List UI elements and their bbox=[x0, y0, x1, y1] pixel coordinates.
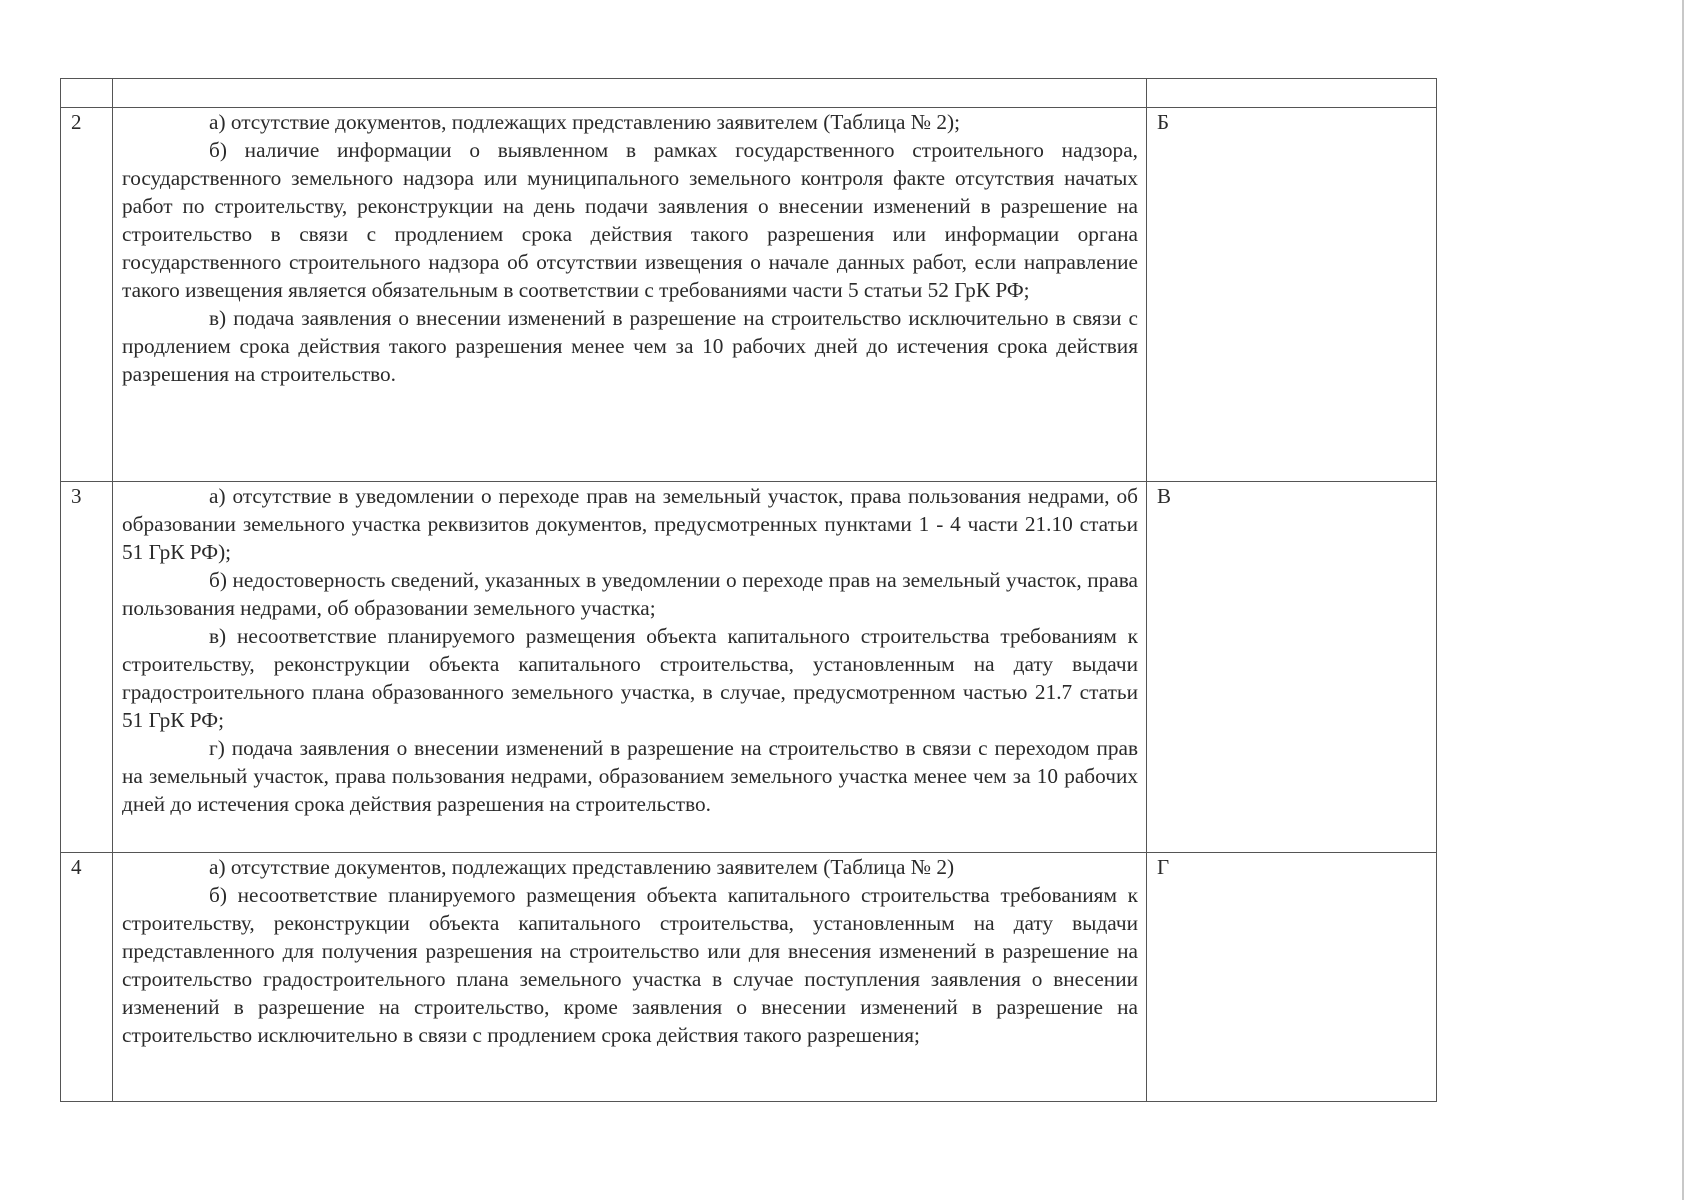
row-number: 4 bbox=[61, 853, 113, 1102]
header-cell-category bbox=[1147, 79, 1437, 108]
table-header-row bbox=[61, 79, 1437, 108]
page-edge bbox=[1682, 0, 1684, 1200]
row-category: Г bbox=[1147, 853, 1437, 1102]
paragraph: б) наличие информации о выявленном в рамках государственного строительного надзора, государственного земельного надзора или муниципального земельного контроля факте отсутствия начатых работ по строительству, реконструкции на день подачи заявления о внесении изменений в разрешение на строительство в связи с продлением срока действия такого разрешения или информации органа государственного строительного надзора об отсутствии извещения о начале данных работ, если направление такого извещения является обязательным в соответствии с требованиями части 5 статьи 52 ГрК РФ; bbox=[122, 138, 1138, 302]
row-text bbox=[113, 853, 1147, 1102]
paragraph: б) недостоверность сведений, указанных в уведомлении о переходе прав на земельный участок, права пользования недрами, об образовании земельного участка; bbox=[122, 568, 1138, 620]
paragraph: г) подача заявления о внесении изменений в разрешение на строительство в связи с переходом прав на земельный участок, права пользования недрами, образованием земельного участка менее чем за 10 рабочих дней до истечения срока действия разрешения на строительство. bbox=[122, 736, 1138, 816]
row-number: 2 bbox=[61, 108, 113, 482]
paragraph: в) несоответствие планируемого размещения объекта капитального строительства требованиям к строительству, реконструкции объекта капитального строительства, установленным на дату выдачи градостроительного плана образованного земельного участка, в случае, предусмотренном частью 21.7 статьи 51 ГрК РФ; bbox=[122, 624, 1138, 732]
row-number: 3 bbox=[61, 482, 113, 853]
grounds-table bbox=[60, 78, 1437, 1102]
paragraph: а) отсутствие документов, подлежащих представлению заявителем (Таблица № 2); bbox=[209, 110, 961, 134]
row-category: В bbox=[1147, 482, 1437, 853]
paragraph: в) подача заявления о внесении изменений в разрешение на строительство исключительно в связи с продлением срока действия такого разрешения менее чем за 10 рабочих дней до истечения срока действия разрешения на строительство. bbox=[122, 306, 1138, 386]
row-text bbox=[113, 482, 1147, 853]
table-row bbox=[61, 108, 1437, 482]
row-text bbox=[113, 108, 1147, 482]
header-cell-text bbox=[113, 79, 1147, 108]
table-row bbox=[61, 853, 1437, 1102]
row-category: Б bbox=[1147, 108, 1437, 482]
header-cell-number bbox=[61, 79, 113, 108]
table-row bbox=[61, 482, 1437, 853]
paragraph: а) отсутствие в уведомлении о переходе прав на земельный участок, права пользования недрами, об образовании земельного участка реквизитов документов, предусмотренных пунктами 1 - 4 части 21.10 статьи 51 ГрК РФ); bbox=[122, 484, 1138, 564]
paragraph: б) несоответствие планируемого размещения объекта капитального строительства требованиям к строительству, реконструкции объекта капитального строительства, установленным на дату выдачи представленного для получения разрешения на строительство или для внесения изменений в разрешение на строительство градостроительного плана земельного участка в случае поступления заявления о внесении изменений в разрешение на строительство, кроме заявления о внесении изменений в разрешение на строительство исключительно в связи с продлением срока действия такого разрешения; bbox=[122, 883, 1138, 1047]
paragraph: а) отсутствие документов, подлежащих представлению заявителем (Таблица № 2) bbox=[209, 855, 955, 879]
